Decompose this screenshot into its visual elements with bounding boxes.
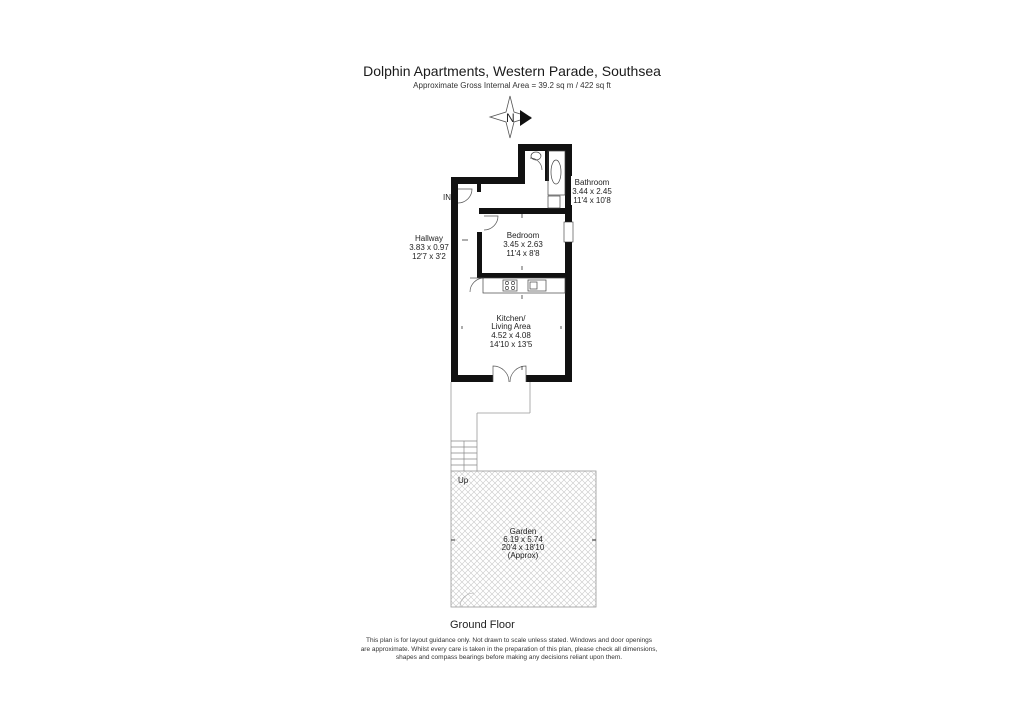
garden-imperial: 20'4 x 18'10: [501, 543, 545, 552]
bedroom-imperial: 11'4 x 8'8: [506, 249, 540, 258]
kitchen-imperial: 14'10 x 13'5: [489, 340, 533, 349]
entrance-label: IN: [443, 193, 451, 202]
kitchen-metric: 4.52 x 4.08: [491, 331, 531, 340]
plan-subtitle: Approximate Gross Internal Area = 39.2 sq m / 422 sq ft: [413, 81, 611, 90]
disclaimer-line: are approximate. Whilst every care is taken in the preparation of this plan, please check all dimensions,: [360, 645, 658, 653]
bathroom-name: Bathroom: [574, 178, 610, 187]
hallway-name: Hallway: [414, 234, 444, 243]
disclaimer-line: shapes and compass bearings before making any decisions reliant upon them.: [395, 654, 623, 661]
room-label-bedroom: [503, 231, 543, 258]
outdoor-path: [451, 382, 530, 471]
bedroom-name: Bedroom: [506, 231, 540, 240]
kitchen-name-line2: Living Area: [491, 322, 531, 331]
room-label-bathroom: [571, 176, 613, 205]
room-label-kitchen: [490, 314, 533, 349]
windows: [564, 222, 573, 242]
bathroom-metric: 3.44 x 2.45: [572, 187, 612, 196]
hallway-imperial: 12'7 x 3'2: [412, 252, 446, 261]
compass-rose: [490, 96, 532, 138]
garden-steps: [451, 441, 477, 471]
plan-title: Dolphin Apartments, Western Parade, Southsea: [363, 63, 661, 79]
garden-name: Garden: [509, 527, 537, 536]
bedroom-metric: 3.45 x 2.63: [503, 240, 543, 249]
garden-metric: 6.19 x 5.74: [503, 535, 543, 544]
kitchen-worktop: [483, 278, 565, 293]
floor-label: Ground Floor: [450, 619, 515, 631]
compass-north-label: N: [506, 111, 515, 125]
garden-note: (Approx): [507, 551, 539, 560]
room-label-hallway: [408, 233, 450, 262]
stairs-up-label: Up: [458, 476, 469, 485]
disclaimer-line: This plan is for layout guidance only. Not drawn to scale unless stated. Windows and door openings: [365, 637, 653, 644]
kitchen-name-line1: Kitchen/: [496, 314, 526, 323]
bathroom-imperial: 11'4 x 10'8: [573, 196, 611, 205]
disclaimer: [356, 637, 662, 663]
hallway-metric: 3.83 x 0.97: [409, 243, 449, 252]
